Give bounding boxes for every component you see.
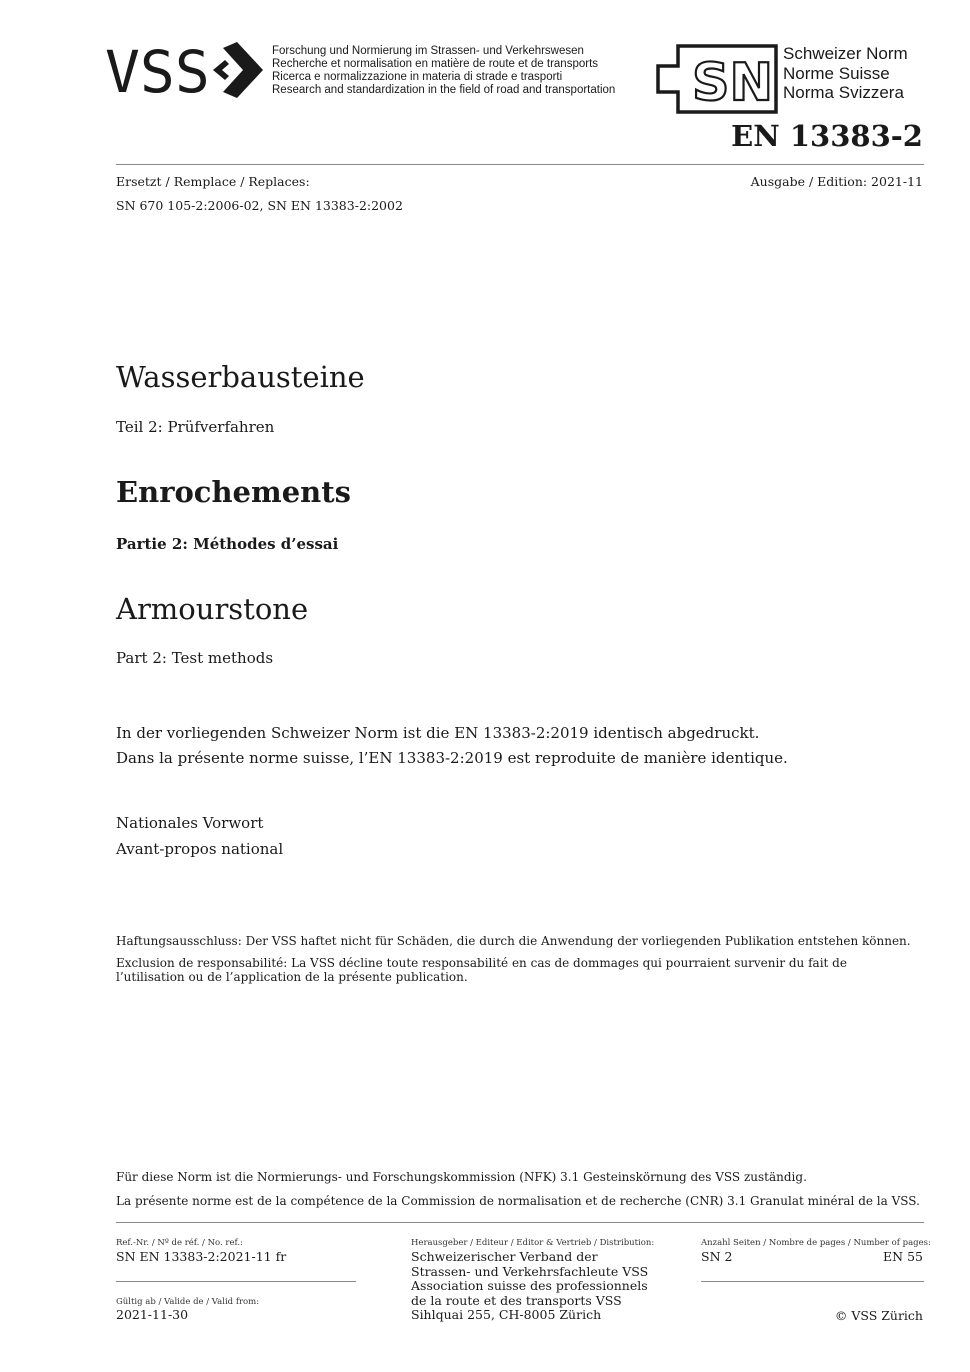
sn-label-fr: Norme Suisse [783, 63, 890, 83]
identical-notice-fr: Dans la présente norme suisse, l’EN 13383-2:2019 est reproduite de manière identique. [116, 749, 788, 767]
vss-tagline-en: Research and standardization in the field of road and transportation [272, 84, 616, 96]
valid-from-label: Gültig ab / Valide de / Valid from: [116, 1297, 260, 1307]
subtitle-french: Partie 2: Méthodes d’essai [116, 535, 339, 553]
vss-tagline-de: Forschung und Normierung im Strassen- und Verkehrswesen [272, 45, 584, 57]
document-number: EN 13383-2 [731, 119, 923, 153]
footer-col3-divider [701, 1281, 924, 1282]
disclaimer-de: Haftungsausschluss: Der VSS haftet nicht für Schäden, die durch die Anwendung der vorliegenden Publikation entstehen können. [116, 934, 911, 948]
reference-value: SN EN 13383-2:2021-11 fr [116, 1249, 287, 1264]
sn-norm-labels [783, 44, 908, 103]
replaces-label: Ersetzt / Remplace / Replaces: [116, 174, 310, 189]
title-french: Enrochements [116, 475, 351, 509]
vss-logo-text: VSS [105, 40, 210, 100]
committee-responsibility-de: Für diese Norm ist die Normierungs- und Forschungskommission (NFK) 3.1 Gesteinskörnung des VSS zuständig. [116, 1170, 807, 1184]
replaces-value: SN 670 105-2:2006-02, SN EN 13383-2:2002 [116, 198, 403, 213]
header-divider [116, 164, 924, 165]
publisher-label: Herausgeber / Editeur / Editor & Vertrieb / Distribution: [411, 1238, 655, 1248]
page-count-en: EN 55 [883, 1249, 923, 1264]
publisher-line: Schweizerischer Verband der [411, 1249, 598, 1264]
publisher-line: Strassen- und Verkehrsfachleute VSS [411, 1263, 649, 1279]
copyright: © VSS Zürich [834, 1308, 923, 1323]
sn-logo [656, 44, 778, 114]
committee-responsibility-fr: La présente norme est de la compétence de la Commission de normalisation et de recherche (CNR) 3.1 Granulat minéral de la VSS. [116, 1194, 920, 1208]
publisher-line: Association suisse des professionnels [411, 1278, 648, 1293]
vss-tagline-fr: Recherche et normalisation en matière de route et de transports [272, 58, 599, 70]
publisher-address [411, 1250, 671, 1323]
publisher-line: Sihlquai 255, CH-8005 Zürich [411, 1307, 602, 1322]
disclaimer-fr: Exclusion de responsabilité: La VSS décline toute responsabilité en cas de dommages qui pourraient survenir du fait de l’utilisation ou de l’application de la présente publication. [116, 956, 847, 984]
title-english: Armourstone [116, 592, 309, 626]
subtitle-german: Teil 2: Prüfverfahren [116, 418, 275, 436]
title-german: Wasserbausteine [116, 360, 365, 394]
footer-col1-divider [116, 1281, 356, 1282]
edition-label: Ausgabe / Edition: 2021-11 [750, 174, 923, 189]
valid-from-value: 2021-11-30 [116, 1307, 189, 1322]
page-count-sn: SN 2 [701, 1249, 733, 1264]
footer-divider [116, 1222, 924, 1223]
sn-label-it: Norma Svizzera [783, 83, 904, 102]
page-count-label: Anzahl Seiten / Nombre de pages / Number of pages: [701, 1238, 931, 1248]
national-foreword-de: Nationales Vorwort [116, 814, 264, 832]
vss-tagline-it: Ricerca e normalizzazione in materia di strade e trasporti [272, 71, 563, 83]
sn-label-de: Schweizer Norm [783, 44, 908, 63]
national-foreword-fr: Avant-propos national [116, 840, 284, 858]
publisher-line: de la route et des transports VSS [411, 1292, 622, 1308]
subtitle-english: Part 2: Test methods [116, 649, 274, 667]
reference-label: Ref.-Nr. / Nº de réf. / No. ref.: [116, 1238, 243, 1248]
vss-tagline [272, 45, 615, 97]
sn-logo-text: SN [692, 53, 773, 113]
vss-logo [105, 40, 265, 100]
identical-notice-de: In der vorliegenden Schweizer Norm ist die EN 13383-2:2019 identisch abgedruckt. [116, 724, 760, 742]
